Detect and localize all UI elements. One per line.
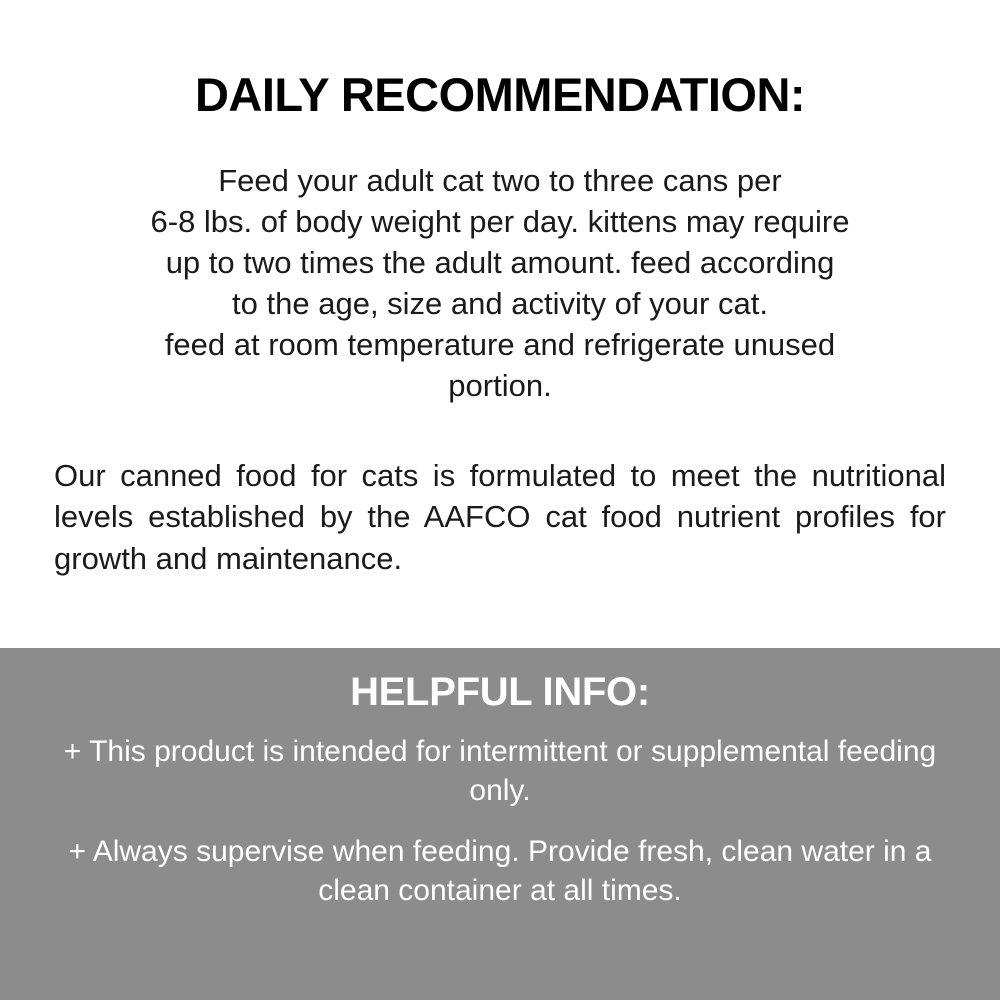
feeding-line: to the age, size and activity of your cat. [232, 286, 768, 322]
feeding-line: 6-8 lbs. of body weight per day. kittens may require [150, 204, 850, 240]
aafco-statement: Our canned food for cats is formulated to meet the nutritional levels established by the AAFCO cat food nutrient profiles for growth and maintenance. [54, 457, 946, 576]
helpful-info-bullet: + This product is intended for intermittent or supplemental feeding only. [63, 735, 937, 807]
feeding-instructions [50, 161, 950, 406]
helpful-info-title: HELPFUL INFO: [350, 670, 650, 714]
helpful-info-section [0, 648, 1000, 1000]
helpful-info-bullet: + Always supervise when feeding. Provide fresh, clean water in a clean container at all times. [68, 835, 932, 907]
feeding-line: feed at room temperature and refrigerate unused [164, 326, 836, 362]
feeding-line: portion. [448, 367, 552, 403]
feeding-line: Feed your adult cat two to three cans per [218, 163, 782, 199]
page-title: DAILY RECOMMENDATION: [194, 68, 806, 121]
feeding-line: up to two times the adult amount. feed according [165, 245, 835, 281]
